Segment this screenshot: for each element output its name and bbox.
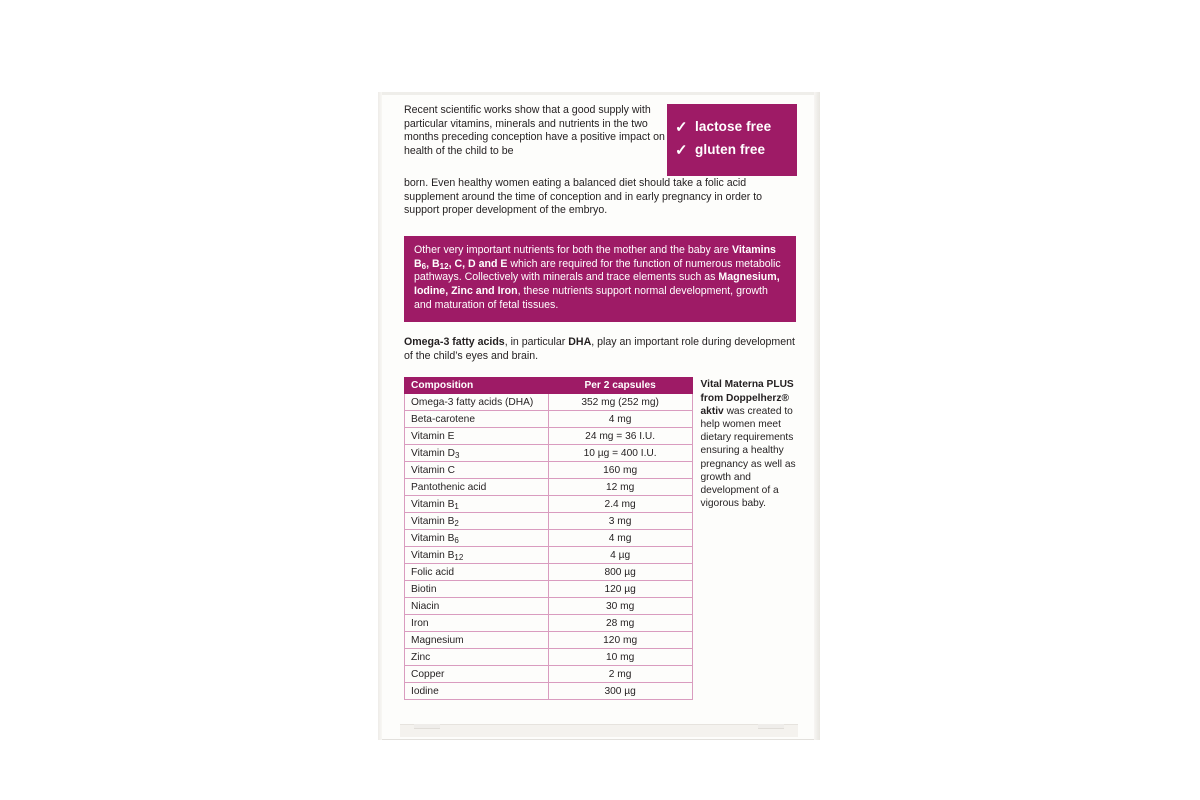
nutrient-amount: 4 mg (548, 411, 692, 428)
package-left-edge (378, 92, 382, 740)
nutrient-amount: 160 mg (548, 462, 692, 479)
nutrient-amount: 3 mg (548, 513, 692, 530)
lactose-free-claim (675, 118, 789, 136)
table-row (405, 530, 693, 547)
package-bottom-notch-right (758, 724, 784, 729)
nutrient-name: Vitamin B6 (405, 530, 549, 547)
product-sidenote (701, 377, 797, 700)
nutrient-name: Beta-carotene (405, 411, 549, 428)
nutrients-text-part1: Other very important nutrients for both the mother and the baby are (414, 243, 732, 256)
nutrient-name: Iron (405, 615, 549, 632)
nutrient-amount: 24 mg = 36 I.U. (548, 428, 692, 445)
table-row (405, 666, 693, 683)
product-package-back-panel (378, 92, 820, 740)
nutrient-name: Pantothenic acid (405, 479, 549, 496)
table-row (405, 564, 693, 581)
nutrient-amount: 352 mg (252 mg) (548, 394, 692, 411)
intro-paragraph-top: Recent scientific works show that a good supply with particular vitamins, minerals and nutrients in the two months preceding conception have a positive impact on health of the child to be (404, 104, 665, 157)
omega-bold-label: Omega-3 fatty acids (404, 335, 505, 348)
table-row (405, 445, 693, 462)
nutrient-name: Niacin (405, 598, 549, 615)
table-row (405, 513, 693, 530)
omega-paragraph (404, 336, 796, 364)
composition-table (404, 377, 693, 700)
nutrient-name: Vitamin B12 (405, 547, 549, 564)
table-row (405, 649, 693, 666)
table-row (405, 479, 693, 496)
nutrient-name: Copper (405, 666, 549, 683)
sidenote-text: was created to help women meet dietary requirements ensuring a healthy pregnancy as well as growth and development of a vigorous baby. (700, 405, 796, 510)
nutrient-name: Vitamin B1 (405, 496, 549, 513)
nutrient-amount: 10 mg (548, 649, 692, 666)
nutrient-amount: 800 µg (548, 564, 692, 581)
nutrients-bold-minerals: Magnesium, Iodine, Zinc and Iron (414, 271, 780, 298)
omega-bold-dha: DHA (568, 335, 592, 348)
nutrients-bold-vitamins: Vitamins B6, B12, C, D and E (414, 243, 776, 271)
nutrient-amount: 30 mg (548, 598, 692, 615)
nutrient-amount: 2 mg (548, 666, 692, 683)
nutrient-name: Vitamin B2 (405, 513, 549, 530)
composition-section (404, 377, 796, 700)
nutrients-text-part2: which are required for the function of numerous metabolic pathways. Collectively with minerals and trace elements such as (414, 257, 781, 284)
nutrient-amount: 10 µg = 400 I.U. (548, 445, 692, 462)
table-row (405, 462, 693, 479)
table-header-row (405, 378, 693, 394)
nutrient-amount: 12 mg (548, 479, 692, 496)
nutrient-name: Zinc (405, 649, 549, 666)
table-row (405, 411, 693, 428)
table-row (405, 632, 693, 649)
package-content (404, 104, 796, 700)
table-row (405, 547, 693, 564)
nutrient-amount: 4 mg (548, 530, 692, 547)
table-row (405, 581, 693, 598)
package-bottom-flap (400, 724, 798, 737)
omega-text-part2: , play an important role during development of the child’s eyes and brain. (404, 335, 795, 362)
column-header-per-two-capsules: Per 2 capsules (548, 378, 692, 394)
nutrient-name: Iodine (405, 683, 549, 700)
package-top-edge (378, 92, 820, 95)
free-from-badge (667, 104, 797, 176)
table-row (405, 615, 693, 632)
nutrients-text-part3: , these nutrients support normal development, growth and maturation of fetal tissues. (414, 285, 768, 311)
nutrient-name: Omega-3 fatty acids (DHA) (405, 394, 549, 411)
nutrient-name: Vitamin D3 (405, 445, 549, 462)
check-icon: ✓ (675, 141, 688, 159)
nutrients-highlight-block (404, 236, 796, 322)
package-right-edge (814, 92, 820, 740)
nutrient-amount: 120 mg (548, 632, 692, 649)
intro-paragraph-bottom: born. Even healthy women eating a balanced diet should take a folic acid supplement around the time of conception and in early pregnancy in order to support proper development of the embryo. (404, 177, 763, 217)
table-row (405, 683, 693, 700)
composition-table-body (405, 394, 693, 700)
table-row (405, 394, 693, 411)
lactose-free-label: lactose free (695, 119, 772, 134)
nutrient-amount: 300 µg (548, 683, 692, 700)
nutrient-name: Vitamin E (405, 428, 549, 445)
column-header-composition: Composition (405, 378, 549, 394)
nutrient-amount: 2.4 mg (548, 496, 692, 513)
package-bottom-notch-left (414, 724, 440, 729)
gluten-free-label: gluten free (695, 142, 766, 157)
sidenote-product-name: Vital Materna PLUS from Doppelherz® aktiv (700, 379, 794, 417)
check-icon: ✓ (675, 118, 688, 136)
nutrient-name: Magnesium (405, 632, 549, 649)
intro-section (404, 104, 796, 176)
nutrient-name: Vitamin C (405, 462, 549, 479)
table-row (405, 496, 693, 513)
nutrient-name: Biotin (405, 581, 549, 598)
nutrient-name: Folic acid (405, 564, 549, 581)
nutrient-amount: 4 µg (548, 547, 692, 564)
gluten-free-claim (675, 141, 789, 159)
table-row (405, 428, 693, 445)
table-row (405, 598, 693, 615)
omega-text-part1: , in particular (504, 335, 569, 348)
nutrient-amount: 120 µg (548, 581, 692, 598)
nutrient-amount: 28 mg (548, 615, 692, 632)
